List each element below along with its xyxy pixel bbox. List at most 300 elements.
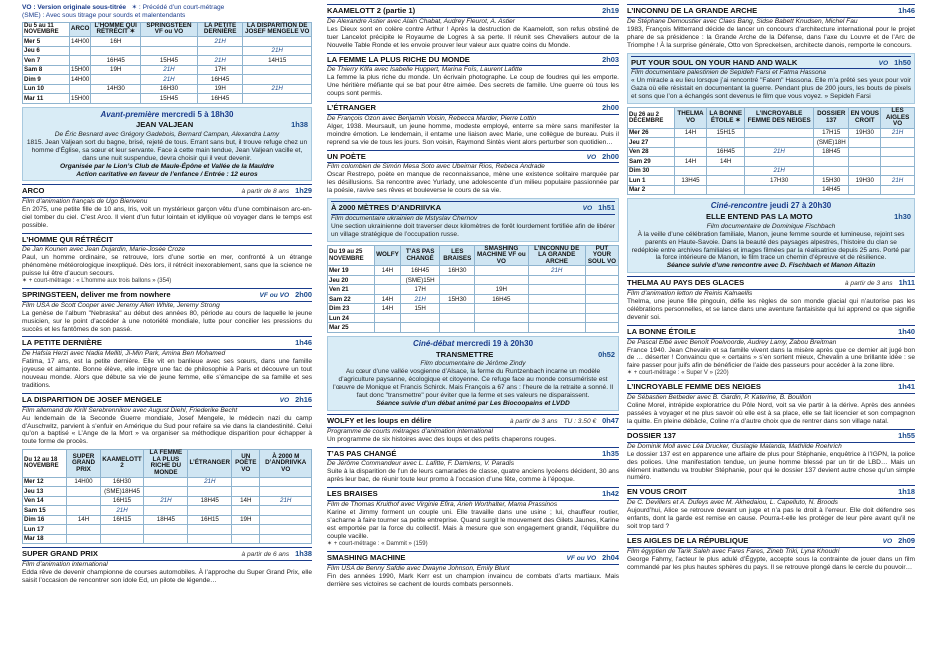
film-springsteen [22, 288, 312, 334]
grid-row [23, 65, 312, 75]
film-credit: De Alexandre Astier avec Alain Chabat, Audrey Fleurot, A. Astier [327, 17, 516, 25]
grid-cell [91, 94, 141, 104]
film-header [327, 101, 619, 115]
grid-cell [188, 534, 232, 544]
grid-cell: 17H30 [745, 176, 814, 186]
film-title: UN POÈTE [327, 151, 366, 161]
grid-column-header: L’ÉTRANGER [188, 450, 232, 477]
film-duration: 1h42 [602, 489, 619, 499]
grid-column-header: WOLFY [375, 245, 401, 266]
grid-cell [674, 185, 706, 195]
grid-cell: 14H00 [67, 477, 101, 487]
grid-cell: 19H30 [849, 128, 881, 138]
grid-cell: 21H [243, 84, 312, 94]
grid-column-header: ARCO [69, 22, 91, 36]
grid-day: Ven 21 [328, 285, 375, 295]
film-wolfy [327, 414, 619, 444]
grid-cell [745, 138, 814, 148]
grid-cell [67, 534, 101, 544]
film-title: LA DISPARITION DE JOSEF MENGELE [22, 394, 162, 404]
grid-cell: 15H00 [71, 66, 90, 74]
film-duration: 2h00 [602, 151, 619, 161]
film-synopsis: À la veille d’une célébration familiale, Manon, jeune femme sourde et lumineuse, rejoint ses parents en Haute-Savoie. Dans la beauté des paysages alpestres, l’histoire du clan se redéploie entre archives familiales et images filmées par la réalisatrice depuis 25 ans. Porté par la force intérieure de Manon, le film trace un chemin d’épreuve et de résilience. [631, 230, 911, 262]
grid-cell: 18H45 [188, 496, 232, 506]
grid-cell [144, 534, 188, 544]
grid-row [628, 157, 915, 167]
film-credit: De Dominik Moll avec Léa Drucker, Guslagie Malanda, Mathilde Roehrich [627, 442, 842, 450]
grid-column-header: LA BONNE ÉTOILE ✶ [707, 108, 745, 129]
grid-cell [232, 534, 260, 544]
film-title: L’HOMME QUI RÉTRÉCIT [22, 234, 114, 244]
grid-cell: 14H [67, 515, 101, 525]
film-synopsis: 1815. Jean Valjean sort du bagne, brisé, rejeté de tous. Errant sans but, il trouve refuge chez un homme d’Église, sa sœur et leur servante. Face à cette main tendue, Jean Valjean vacille et, dans une nuit suspendue, devra choisir qui il veut devenir. [26, 138, 308, 162]
grid-day: Sam 15 [23, 506, 67, 516]
schedule-grid [327, 245, 619, 333]
film-title: LA FEMME LA PLUS RICHE DU MONDE [327, 54, 470, 64]
film-header [22, 184, 312, 198]
film-header [327, 447, 619, 461]
grid-row [23, 525, 312, 535]
grid-cell: 17H15 [814, 128, 849, 138]
grid-cell: (SME)18H45 [100, 487, 144, 497]
grid-cell: 15H30 [814, 176, 849, 186]
grid-row [23, 75, 312, 85]
grid-cell [260, 487, 312, 497]
film-title: LES BRAISES [327, 489, 378, 499]
film-header [627, 380, 915, 394]
grid-cell [144, 525, 188, 535]
grid-cell: 16H45 [475, 294, 528, 304]
grid-cell [140, 37, 197, 47]
event-price: Action caritative en faveur de l’enfance / Entrée : 12 euros [76, 170, 258, 178]
grid-period: Du 26 au 2 DÉCEMBRE [628, 108, 675, 129]
grid-cell: 21H [197, 56, 242, 66]
event-header: Ciné-débat [412, 338, 455, 348]
grid-row [23, 56, 312, 66]
film-header [631, 56, 911, 70]
grid-row [328, 304, 619, 314]
film-credit: De Jérôme Commandeur avec L. Lafitte, F. Damiens, V. Paradis [327, 460, 515, 468]
schedule-grid [627, 107, 915, 195]
grid-cell: 16H45 [400, 266, 440, 276]
grid-cell: 14H00 [71, 75, 90, 83]
film-duration: 1h41 [898, 382, 915, 392]
grid-cell: 16H30 [140, 84, 197, 94]
grid-column-header: SUPER GRAND PRIX [67, 450, 101, 477]
film-title: L’INCONNU DE LA GRANDE ARCHE [627, 6, 758, 15]
grid-cell [585, 285, 618, 295]
grid-cell: 19H [197, 84, 242, 94]
film-header [327, 53, 619, 67]
grid-day: Lun 10 [23, 84, 70, 94]
grid-cell: 14H00 [71, 37, 90, 45]
grid-row [23, 84, 312, 94]
grid-cell: 21H [745, 166, 814, 176]
grid-cell [881, 166, 915, 176]
film-header [627, 534, 915, 548]
grid-cell: 16H45 [91, 56, 141, 66]
grid-row [628, 138, 915, 148]
film-title: THELMA AU PAYS DES GLACES [627, 278, 745, 288]
film-riche [327, 53, 619, 99]
grid-cell [67, 496, 101, 506]
film-age: à partir de 3 ans [509, 417, 558, 425]
grid-day: Ven 14 [23, 496, 67, 506]
film-credit: Film colombien de Simón Mesa Soto avec Ubeimar Rios, Rebeca Andrade [327, 163, 545, 171]
film-credit: Film documentaire de Jérôme Zindy [420, 360, 526, 368]
grid-cell [260, 506, 312, 516]
grid-cell [400, 313, 440, 323]
grid-cell [243, 75, 312, 85]
film-duration: 1h18 [898, 487, 915, 497]
grid-cell [475, 275, 528, 285]
grid-row [23, 487, 312, 497]
film-synopsis: Paul, un homme ordinaire, se retrouve, lors d’une sortie en mer, confronté à un étrange phénomène météorologique inexpliqué. Dès lors, il rétrécit inexorablement, sans que la science ne puisse lui être d’aucun secours. [22, 253, 312, 277]
film-etranger [327, 101, 619, 147]
film-credit: Film documentaire ukrainien de Mstyslav Chernov [331, 214, 478, 222]
grid-row [628, 147, 915, 157]
film-duration: 1h46 [898, 6, 915, 15]
grid-cell: 21H [881, 176, 915, 186]
event-box-transmettre [327, 336, 619, 411]
grid-period: Du 19 au 25 NOVEMBRE [328, 245, 375, 266]
grid-column-header: PUT YOUR SOUL VO [585, 245, 618, 266]
film-credit: Film d’animation letton de Reinis Kalnaellis [627, 290, 753, 298]
grid-column-header: LES AIGLES VO [881, 108, 915, 129]
film-header [627, 276, 915, 290]
grid-cell [260, 477, 312, 487]
grid-cell [585, 275, 618, 285]
film-header [22, 288, 312, 302]
film-duration: 1h50 [894, 57, 911, 67]
grid-cell: 14H [232, 496, 260, 506]
film-synopsis: Un programme de six histoires avec des loups et des petits chaperons rouges. [327, 435, 557, 443]
film-version: VO [582, 205, 593, 213]
film-synopsis: Au lendemain de la Seconde Guerre mondiale, Josef Mengele, le médecin nazi du camp d’Auschwitz, parvient à s’enfuir en Amérique du Sud pour refaire sa vie dans la clandestinité. Celui qu’on a baptisé « L’Ange de la Mort » va organiser sa méthodique disparition pour échapper à toute forme de procès. [22, 414, 312, 446]
schedule-grid [22, 449, 312, 544]
film-synopsis: Aujourd’hui, Alice se retrouve devant un juge et n’a pas le droit à l’erreur. Elle doit défendre ses enfants, dont la garde est remise en cause. Pourra-t-elle les protéger de leur père avant qu’il ne soit trop tard ? [627, 507, 915, 530]
grid-cell [881, 157, 915, 167]
grid-cell [528, 285, 585, 295]
grid-day: Mar 2 [628, 185, 675, 195]
film-version: VO [882, 537, 893, 545]
film-title: L’INCROYABLE FEMME DES NEIGES [627, 382, 761, 392]
grid-cell [144, 506, 188, 516]
film-smashing [327, 551, 619, 589]
grid-cell [528, 304, 585, 314]
film-short: ✶ + court-métrage : « Dammit » (159) [327, 540, 428, 547]
grid-row [628, 185, 915, 195]
grid-cell [881, 147, 915, 157]
grid-cell [707, 185, 745, 195]
grid-cell [91, 75, 141, 85]
film-title: LA PETITE DERNIÈRE [22, 338, 102, 348]
event-box-moto [627, 198, 915, 273]
grid-cell: 16H45 [197, 75, 242, 85]
film-soul [627, 53, 915, 105]
film-version: VO [878, 59, 889, 67]
film-credit: De Stéphane Demoustier avec Claes Bang, Sidse Babett Knudsen, Michel Fau [627, 17, 858, 25]
grid-cell: 16H45 [197, 94, 242, 104]
grid-cell: 14H [375, 294, 401, 304]
legend-sme: (SME) : Avec sous titrage pour sourds et malentendants [22, 11, 186, 19]
film-synopsis: Le dossier 137 est en apparence une affaire de plus pour Stéphanie, enquêtrice à l’IGPN, la police des polices. Une manifestation tendue, un jeune homme blessé par un tir de LBD… Mais un élément inattendu va troubler Stéphanie, pour qui le dossier 137 devient autre chose qu’un simple numéro. [627, 450, 915, 482]
film-title: SMASHING MACHINE [327, 552, 406, 562]
film-synopsis: Thelma, une jeune fille pingouin, défie les règles de son monde glacial qui n’autorise pas les célébrations personnelles, et se lance dans une aventure fantaisiste qui lui apprend ce que signifie devenir soi. [627, 298, 915, 321]
grid-day: Dim 16 [23, 515, 67, 525]
film-mengele [22, 393, 312, 446]
film-version: VF ou VO [259, 291, 290, 299]
grid-cell [849, 185, 881, 195]
grid-day: Mer 12 [23, 477, 67, 487]
film-title: ELLE ENTEND PAS LA MOTO [706, 211, 813, 221]
grid-row [628, 176, 915, 186]
film-header [327, 551, 619, 565]
film-credit: De Pascal Elbé avec Benoît Poelvoorde, Audrey Lamy, Zabou Breitman [627, 338, 837, 346]
film-credit: De Éric Besnard avec Grégory Gadebois, Bernard Campan, Alexandra Lamy [54, 131, 280, 138]
grid-day: Jeu 20 [328, 275, 375, 285]
film-duration: 2h09 [898, 535, 915, 545]
grid-cell [585, 304, 618, 314]
column-3 [627, 4, 915, 575]
grid-cell [585, 323, 618, 333]
film-duration: 1h51 [598, 203, 615, 213]
grid-cell: 14H15 [243, 56, 312, 66]
legend-vo: VO : Version originale sous-titrée [22, 4, 127, 11]
grid-cell [440, 323, 475, 333]
grid-cell [67, 506, 101, 516]
grid-cell [585, 313, 618, 323]
grid-cell [100, 525, 144, 535]
grid-cell: 16H15 [100, 496, 144, 506]
grid-day: Ven 28 [628, 147, 675, 157]
grid-cell [881, 185, 915, 195]
film-thelma [627, 276, 915, 322]
film-title: PUT YOUR SOUL ON YOUR HAND AND WALK [631, 57, 798, 67]
film-neiges [627, 380, 915, 426]
grid-cell: 21H [188, 477, 232, 487]
grid-cell [100, 534, 144, 544]
grid-cell [528, 323, 585, 333]
grid-row [23, 94, 312, 104]
film-duration: 2h00 [602, 103, 619, 112]
grid-period: Du 5 au 11 NOVEMBRE [23, 22, 70, 36]
film-synopsis: Fatima, 17 ans, est la petite dernière. Elle vit en banlieue avec ses sœurs, dans une famille joyeuse et aimante. Bonne élève, elle intègre une fac de philosophie à Paris et découvre un tout nouveau monde. Alors que débute sa vie de jeune femme, elle s’émancipe de sa famille et ses traditions. [22, 358, 312, 389]
film-title: L’ÉTRANGER [327, 103, 376, 112]
grid-cell: 21H [140, 75, 197, 85]
grid-cell: 14H [375, 304, 401, 314]
grid-cell [69, 84, 91, 94]
grid-column-header: SMASHING MACHINE VF ou VO [475, 245, 528, 266]
grid-row [23, 515, 312, 525]
film-synopsis: Fin des années 1990, Mark Kerr est un champion invaincu de combats d’arts martiaux. Mais derrière ses victoires se cachent de lourds combats personnels. [327, 572, 619, 588]
grid-cell [475, 323, 528, 333]
legend-star: ✶ : Précédé d’un court-métrage [131, 4, 225, 11]
grid-column-header: SPRINGSTEEN VF ou VO [140, 22, 197, 36]
grid-column-header: LA FEMME LA PLUS RICHE DU MONDE [144, 450, 188, 477]
film-dossier [627, 429, 915, 482]
grid-cell: 21H [243, 46, 312, 56]
film-credit: Programme de courts métrages d’animation international [327, 427, 494, 435]
film-petite [22, 336, 312, 389]
film-header [627, 429, 915, 443]
grid-day: Sam 29 [628, 157, 675, 167]
film-credit: Film USA de Scott Cooper avec Jeremy Allen White, Jeremy Strong [22, 301, 220, 309]
film-title: À 2000 MÈTRES D’ANDRIIVKA [331, 203, 442, 213]
grid-column-header: EN VOUS CROIT [849, 108, 881, 129]
grid-cell [707, 138, 745, 148]
grid-day: Mer 19 [328, 266, 375, 276]
grid-row [628, 166, 915, 176]
film-header [327, 487, 619, 501]
film-short: ✶ + court-métrage : « Super V » (220) [627, 370, 729, 377]
grid-cell [243, 65, 312, 75]
grid-cell [144, 477, 188, 487]
film-duration: 0h47 [602, 415, 619, 425]
grid-day: Mar 25 [328, 323, 375, 333]
grid-cell [707, 166, 745, 176]
grid-cell [849, 166, 881, 176]
grid-cell: 14H [375, 266, 401, 276]
grid-cell: 18H45 [144, 515, 188, 525]
film-header [327, 414, 619, 428]
grid-row [23, 506, 312, 516]
film-kaamelott [327, 4, 619, 50]
grid-cell [585, 294, 618, 304]
grid-cell [881, 138, 915, 148]
grid-day: Mar 18 [23, 534, 67, 544]
film-title: JEAN VALJEAN [136, 120, 194, 130]
grid-cell [232, 477, 260, 487]
film-synopsis: Karine et Jimmy forment un couple uni. Elle travaille dans une usine ; lui, chauffeur routier, s’acharne à faire tourner sa petite entreprise. Quand surgit le mouvement des Gilets Jaunes, Karine est emportée par la force du collectif. Mais à mesure que son engagement grandit, l’équilibre du couple vacille. [327, 508, 619, 540]
film-title: LES AIGLES DE LA RÉPUBLIQUE [627, 535, 749, 545]
grid-row [328, 285, 619, 295]
grid-column-header: DOSSIER 137 [814, 108, 849, 129]
grid-column-header: L’INCONNU DE LA GRANDE ARCHE [528, 245, 585, 266]
film-age: à partir de 8 ans [241, 188, 290, 196]
event-after: Séance suivie d’un débat animé par Les Biocoopains et LVDD [376, 399, 570, 407]
grid-column-header: LES BRAISES [440, 245, 475, 266]
film-credit: Film documentaire de Dominique Fischbach [706, 222, 836, 230]
grid-row [328, 266, 619, 276]
grid-cell: 15H45 [140, 94, 197, 104]
grid-day: Jeu 27 [628, 138, 675, 148]
film-duration: 2h16 [295, 394, 312, 404]
grid-day: Dim 30 [628, 166, 675, 176]
grid-day: Sam 8 [23, 65, 70, 75]
film-duration: 1h40 [898, 326, 915, 336]
film-duration: 2h00 [295, 289, 312, 299]
grid-cell: 13H45 [674, 176, 706, 186]
grid-cell [232, 506, 260, 516]
film-header [627, 4, 915, 18]
film-credit: Film de Thomas Kruithof avec Virginie Efira, Arieh Worthalter, Mama Prassinos [327, 501, 558, 509]
grid-row [328, 294, 619, 304]
grid-cell: 21H [140, 65, 197, 75]
film-version: VO [586, 153, 597, 161]
film-synopsis: France 1940. Jean Chevalin et sa famille vivent dans la misère après que ce dernier ait jugé bon de … déserter ! Convaincu que « certains » s’en sortent mieux, Chevalin a une brillante idée : se faire passer pour juifs afin de bénéficier de l’aide des passeurs pour accéder à la zone libre. [627, 346, 915, 370]
grid-cell: 14H30 [91, 84, 141, 94]
grid-cell [375, 323, 401, 333]
grid-cell [440, 313, 475, 323]
film-synopsis: Coline Morel, intrépide exploratrice du Pôle Nord, voit sa vie partir à la dérive. Après des années passées à voyager et ne plus savoir où elle est à sa place, elle se fait licencier et son compagnon la quitte. En pleine débâcle, Coline n’a d’autre choix que de rentrer dans son village natal. [627, 402, 915, 426]
grid-day: Lun 1 [628, 176, 675, 186]
grid-cell [440, 275, 475, 285]
film-title: DOSSIER 137 [627, 430, 676, 440]
grid-cell [814, 157, 849, 167]
event-box-jean-valjean [22, 107, 312, 182]
grid-day: Jeu 6 [23, 46, 70, 56]
grid-cell: 19H [475, 285, 528, 295]
event-when: mercredi 19 à 20h30 [456, 338, 534, 348]
grid-cell: 14H45 [814, 185, 849, 195]
grid-cell: 21H [197, 37, 242, 47]
grid-row [23, 37, 312, 47]
film-header [22, 336, 312, 350]
grid-cell: 19H [232, 515, 260, 525]
grid-row [23, 477, 312, 487]
grid-cell: 21H [400, 294, 440, 304]
film-title: T’AS PAS CHANGÉ [327, 448, 397, 458]
film-header [22, 233, 312, 246]
grid-cell [814, 166, 849, 176]
grid-period: Du 12 au 18 NOVEMBRE [23, 450, 67, 477]
film-credit: De C. Devillers et A. Dufeys avec M. Akhedaiou, L. Capelluto, N. Broods [627, 499, 838, 507]
grid-cell: 14H [707, 157, 745, 167]
grid-cell [528, 313, 585, 323]
grid-cell: 18H45 [814, 147, 849, 157]
film-credit: De François Ozon avec Benjamin Voisin, Rebecca Marder, Pierre Lottin [327, 114, 537, 122]
film-header [327, 4, 619, 18]
grid-day: Mer 5 [23, 37, 70, 47]
film-braises [327, 487, 619, 548]
film-synopsis: La genèse de l’album "Nebraska" au début des années 80, période au cours de laquelle le jeune musicien, sur le point d’accéder à une notoriété mondiale, lutte pour concilier les pressions du succès et les fantômes de son passé. [22, 309, 312, 333]
grid-cell [144, 487, 188, 497]
grid-day: Lun 17 [23, 525, 67, 535]
legend [22, 4, 312, 20]
grid-cell [243, 94, 312, 104]
grid-row [628, 128, 915, 138]
film-andriivka [327, 198, 619, 242]
grid-column-header: L’HOMME QUI RÉTRÉCIT ✶ [91, 22, 141, 36]
film-synopsis: Une section ukrainienne doit traverser deux kilomètres de forêt lourdement fortifiée afin de libérer un village stratégique de l’occupation russe. [331, 222, 615, 238]
grid-cell: (SME)18H [814, 138, 849, 148]
film-synopsis: Les Dieux sont en colère contre Arthur ! Après la destruction de Kaamelott, son refus obstiné de tuer Lancelot précipite le Royaume de Logres à sa perte. Il réunit ses Chevaliers autour de la Nouvelle Table Ronde et les envoie prouver leur valeur aux quatre coins du Monde. [327, 25, 619, 49]
film-header [331, 201, 615, 215]
schedule-grid [22, 22, 312, 104]
film-title: SUPER GRAND PRIX [22, 549, 98, 559]
grid-cell [528, 294, 585, 304]
film-header [22, 547, 312, 561]
grid-cell: 21H [100, 506, 144, 516]
film-duration: 0h52 [598, 349, 615, 359]
film-title: LA BONNE ÉTOILE [627, 326, 696, 336]
grid-cell: 21H [144, 496, 188, 506]
film-title: SPRINGSTEEN, deliver me from nowhere [22, 289, 171, 299]
grid-cell: 16H15 [100, 515, 144, 525]
grid-cell [260, 534, 312, 544]
grid-day: Ven 7 [23, 56, 70, 66]
event-when: jeudi 27 à 20h30 [769, 201, 832, 211]
film-super-grand-prix [22, 547, 312, 585]
grid-cell [528, 275, 585, 285]
grid-cell: 15H00 [71, 94, 90, 102]
grid-cell [67, 487, 101, 497]
film-short: ✶ + court-métrage : « L’homme aux trois ballons » (354) [22, 277, 172, 284]
grid-cell [260, 525, 312, 535]
grid-cell: 21H [745, 147, 814, 157]
grid-cell [440, 304, 475, 314]
